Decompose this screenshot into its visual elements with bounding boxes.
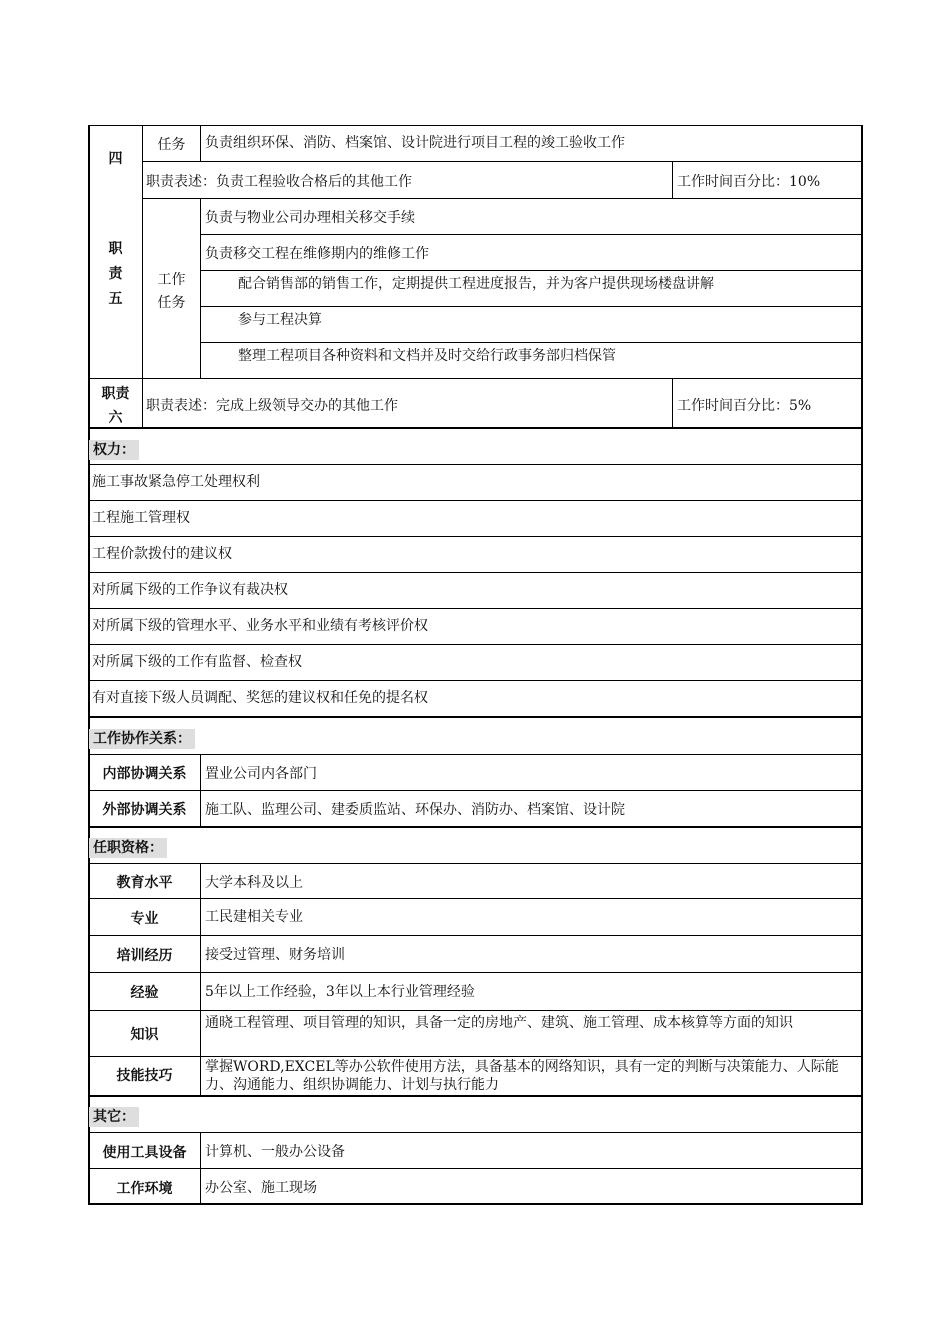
qual-value: 大学本科及以上	[205, 875, 303, 891]
duty-five-task-label-2: 任务	[157, 295, 186, 311]
other-value: 计算机、一般办公设备	[205, 1144, 345, 1160]
qual-label: 培训经历	[116, 948, 173, 964]
duty-five-task-item: 负责移交工程在维修期内的维修工作	[205, 246, 429, 262]
powers-title: 权力：	[89, 440, 139, 460]
duty-five-label-3: 五	[108, 291, 123, 307]
duty-five-time-pct: 工作时间百分比：10%	[677, 174, 821, 190]
power-item: 有对直接下级人员调配、奖惩的建议权和任免的提名权	[92, 690, 428, 706]
other-value: 办公室、施工现场	[205, 1180, 317, 1196]
qual-value: 工民建相关专业	[205, 909, 303, 925]
duty-six-time-pct: 工作时间百分比：5%	[677, 398, 812, 414]
duty-six-description: 职责表述：完成上级领导交办的其他工作	[146, 398, 398, 414]
collab-label: 内部协调关系	[102, 766, 187, 782]
qual-value: 接受过管理、财务培训	[205, 947, 345, 963]
qualifications-title: 任职资格：	[89, 838, 167, 858]
duty-five-task-label-1: 工作	[157, 272, 186, 288]
collab-value: 施工队、监理公司、建委质监站、环保办、消防办、档案馆、设计院	[205, 802, 625, 818]
qual-label: 技能技巧	[116, 1068, 173, 1084]
duty-five-label-1: 职	[108, 241, 123, 257]
qual-label: 教育水平	[116, 875, 173, 891]
duty-five-task-item: 整理工程项目各种资料和文档并及时交给行政事务部归档保管	[238, 348, 616, 364]
duty-five-label-2: 责	[108, 266, 123, 282]
duty-five-task-item: 参与工程决算	[238, 312, 322, 328]
duty-five-description: 职责表述：负责工程验收合格后的其他工作	[146, 174, 412, 190]
collaboration-title: 工作协作关系：	[89, 729, 195, 749]
qual-value: 通晓工程管理、项目管理的知识，具备一定的房地产、建筑、施工管理、成本核算等方面的知识	[205, 1015, 793, 1031]
duty-four-label: 四	[108, 151, 123, 167]
other-label: 使用工具设备	[102, 1145, 187, 1161]
power-item: 对所属下级的工作争议有裁决权	[92, 582, 288, 598]
power-item: 工程施工管理权	[92, 510, 190, 526]
duty-four-task-label: 任务	[157, 137, 186, 153]
qual-label: 经验	[130, 985, 159, 1001]
collab-value: 置业公司内各部门	[205, 766, 317, 782]
qual-value: 5年以上工作经验，3年以上本行业管理经验	[205, 984, 475, 1000]
power-item: 对所属下级的管理水平、业务水平和业绩有考核评价权	[92, 618, 428, 634]
other-title: 其它：	[89, 1107, 139, 1127]
qual-value: 掌握WORD,EXCEL等办公软件使用方法，具备基本的网络知识，具有一定的判断与决策能力、人际能力、沟通能力、组织协调能力、计划与执行能力	[205, 1059, 839, 1093]
duty-four-task-text: 负责组织环保、消防、档案馆、设计院进行项目工程的竣工验收工作	[205, 135, 625, 151]
duty-six-label-2: 六	[108, 410, 123, 426]
qual-label: 知识	[130, 1027, 159, 1043]
collab-label: 外部协调关系	[102, 802, 187, 818]
duty-six-label-1: 职责	[101, 386, 130, 402]
duty-five-task-item: 配合销售部的销售工作，定期提供工程进度报告，并为客户提供现场楼盘讲解	[238, 276, 714, 292]
qual-label: 专业	[130, 911, 159, 927]
power-item: 对所属下级的工作有监督、检查权	[92, 654, 302, 670]
other-label: 工作环境	[116, 1181, 173, 1197]
power-item: 工程价款拨付的建议权	[92, 546, 232, 562]
duty-five-task-item: 负责与物业公司办理相关移交手续	[205, 210, 415, 226]
power-item: 施工事故紧急停工处理权利	[92, 474, 260, 490]
